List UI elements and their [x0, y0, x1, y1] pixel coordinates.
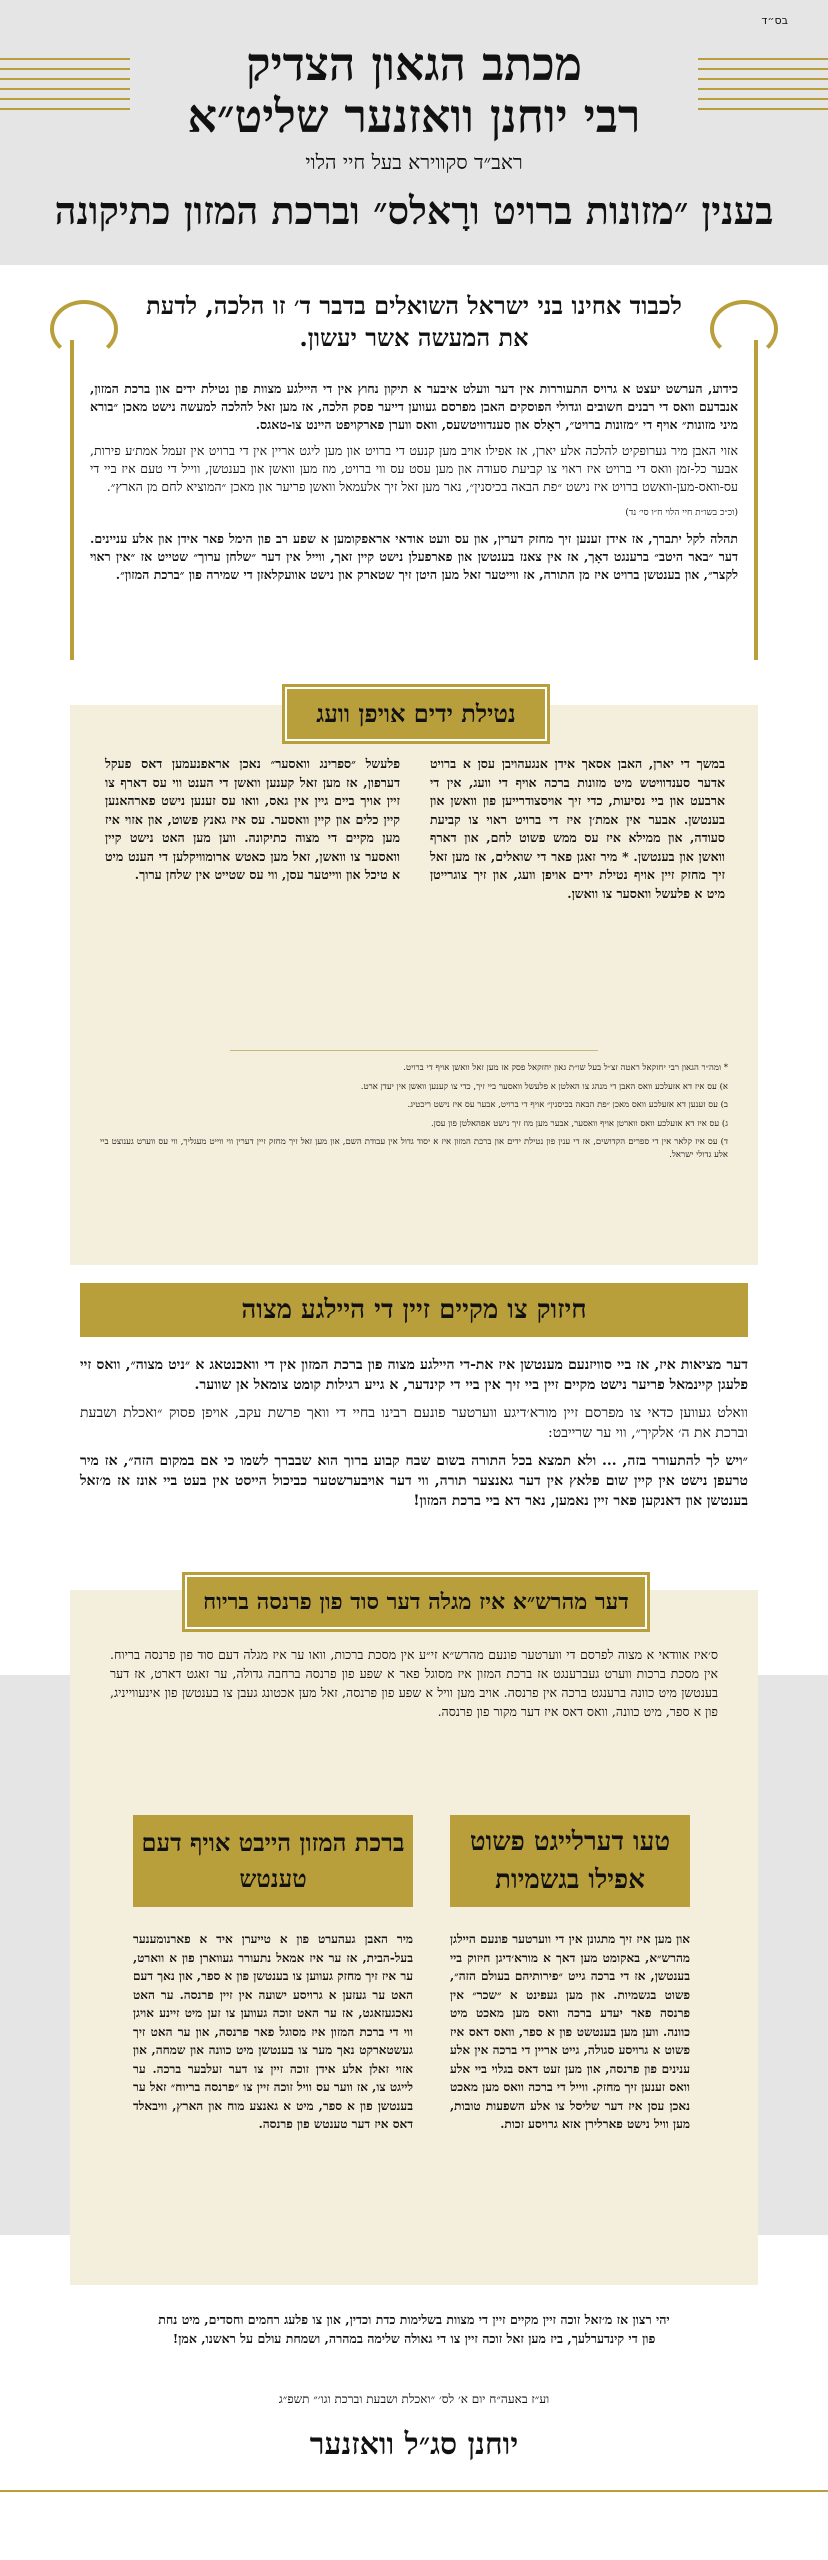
- left-column-banner: ברכת המזון הייבט אויף דעם טענטש: [133, 1815, 413, 1907]
- footnote-3: ב) עס זענען דא אזעלכע וואס מאכן ״פת הבאה בכיסנין״ אויף די ברויט, אבער עס איז נישט ריכטיג.: [407, 1100, 728, 1110]
- section3-col-right: און מען איז זיך מתגונן אין די ווערטער פונעם היילגן מהרש״א, באקומט מען דאך א מורא׳דיגן חיזוק ביי בענטשן, אז די ברכה גייט ״פירותיהם בעולם הזה״, פשוט בגשמיות. און מען געפינט א ״שכר״ אין פרנסה פאר יעדע ברכה וואס מען מאכט מיט כוונה. ווען מען בענטשט פון א ספר, וואס דאס איז פשוט א גרויסע סגולה, גייט אריין די ברכה אין אלע ענינים פון פרנסה, און מען זעט דאס בגלוי ביי אלע וואס זענען זיך מחזק. ווייל די ברכה וואס מען מאכט נאכן עסן איז דער שליסל צו אלע השפעות טובות, מען וויל נישט פארלירן אזא גרויסע זכות.: [450, 1932, 690, 2131]
- intro-title: לכבוד אחינו בני ישראל השואלים בדבר ד׳ זו הלכה, לדעת את המעשה אשר יעשון.: [146, 291, 682, 352]
- section3-banner: דער מהרש״א איז מגלה דער סוד פון פרנסה בריוח: [185, 1575, 647, 1629]
- bottom-rule: [0, 2490, 828, 2492]
- footnote-2: א) עס איז דא אזעלכע וואס האבן די מנהג צו האלטן א פלעשל וואסער ביי זיך, כדי צו קענען וואשן אין יעדן ארט.: [360, 1081, 728, 1092]
- footnote-4: ג) עס איז דא אזעלכע וואס ווארטן אויף וואסער, אבער מען מוז זיך נישט אפהאלטן פון עסן.: [430, 1118, 728, 1129]
- page-title: [0, 38, 828, 142]
- section1-footnotes: [100, 1062, 728, 1161]
- section2-body: [80, 1355, 748, 1519]
- bsd-mark: בס״ד: [761, 14, 788, 27]
- section1-col-right: במשך די יארן, האבן אסאך אידן אנגעהויבן עסן א ברויט אדער סענדוויטש מיט מזונות ברכה אויף די וועג, אין די ארבעט און ביי נסיעות, כדי זיך אויסצודרייען פון וואשן און בענטשן. אבער אין אמת׳ן איז די ברויט ראוי צו קביעת סעודה, און ממילא איז עס ממש פשוט לחם, און דארף וואשן און בענטשן. * מיר זאגן פאר די שואלים, אז מען זאל זיך מחזק זיין אויף נטילת ידים אויפן וועג, און זיך צוגרייטן מיט א פלעשל וואסער צו וואשן.: [430, 756, 725, 901]
- section1-banner: נטילת ידים אויפן וועג: [285, 687, 547, 741]
- footnote-1: * ומה״ר הגאון רבי יחזקאל ראטה זצ״ל בעל שו״ת גאון יחזקאל פסק אז מען זאל וואשן אויף די ברויט.: [403, 1063, 728, 1073]
- section3-intro: ס׳איז אוודאי א מצוה לפרסם די ווערטער פונעם מהרש״א זי״ע אין מסכת ברכות, וואו ער איז מגלה דעם סוד פון פרנסה בריוח. אין מסכת ברכות ווערט געברענגט אז ברכת המזון איז מסוגל פאר א שפע פון פרנסה ברחבה גדולה, ער זאגט דארט, אז דער בענטשן מיט כוונה ברענגט ברכה אין פרנסה. אויב מען וויל א שפע פון פרנסה, זאל מען אכטונג געבן צו בענטשן פון אינעווייניג, פון א ספר, מיט כוונה, וואס דאס איז דער מקור פון פרנסה.: [110, 1647, 718, 1719]
- closing-date: וע״ז באעה״ח יום א׳ לס׳ ״ואכלת ושבעת וברכת וגו׳״ תשפ״ג: [278, 2392, 550, 2406]
- intro-section: [60, 270, 768, 660]
- intro-paragraph-1: כידוע, הערשט יעצט א גרויס התעוררות אין דער וועלט איבער א תיקון נחוץ אין די היילגע מצוות פון נטילת ידים און ברכת המזון, אנבדעם וואס די רבנים חשובים וגדולי הפוסקים האבן מפרסם געווען דייער פסק הלכה, אז מען זאל להלכה למעשה נישט מאכן ״בורא מיני מזונות״ אויף די ״מזונות ברויט״, ראָלס און סענדוויטשעס, וואס ווערן פארקויפט היינט צו-טאגס.: [90, 381, 738, 432]
- signature: יוחנן סג״ל וואזנער: [309, 2427, 519, 2462]
- intro-note: (וכ״כ בשו״ת חיי הלוי ח״ו סי׳ נד): [625, 508, 738, 518]
- section3-col-left: מיר האבן געהערט פון א טייערן איד א פארנומענער בעל-הבית, אז ער איז אמאל נתעורר געווארן פון א ווארט, ער איז זיך מחזק געווען צו בענטשן פון א ספר, און נאך דעם האט ער געזען א גרויסע ישועה אין זיין פרנסה. ער האט נאכגעזאגט, אז ער האט זוכה געווען צו זען מיט זיינע אויגן ווי די ברכת המזון איז מסוגל פאר פרנסה, און ער האט זיך געשטארקט נאך מער צו בענטשן מיט כוונה און שמחה, און אזוי זאלן אלע אידן זוכה זיין צו דער זעלבער ברכה. ער לייגט צו, אז ווער עס וויל זוכה זיין צו ״פרנסה בריוח״ זאל ער בענטשן פון א ספר, מיט א גאנצע מוח און הארץ, וויבאלד דאס איז דער טענטש פון פרנסה.: [133, 1932, 413, 2131]
- intro-paragraph-3: תהלה לקל יתברך, אז אידן זענען זיך מחזק דערין, און עס וועט אודאי אראפקומען א שפע רב פון הימל פאר אידן און אלע עניינים. דער ״באר היטב״ ברענגט דאָך, אז אין צאנז בענטשן און פארפעלן נישט קיין זאך, ווייל אין דער ״שלחן ערוך״ שטייט אז ״אין ראוי לקצר״, און בענטשן ברויט איז מן התורה, אז ווייטער זאל מען היטן זיך שטארק און נישט אוועקלאזן די שמירה פון ״ברכת המזון״.: [90, 531, 738, 582]
- footnote-5: ד) עס איז קלאר אין די ספרים הקדושים, אז די ענין פון נטילת ידים און ברכת המזון איז א יסוד גדול אין עבודת השם, און מען זאל זיך מחזק זיין דערין ווי ווייט מעגליך, ווי עס ווערט גענוצט ביי אלע גדולי ישראל.: [100, 1137, 728, 1160]
- section2-paragraph-2: וואלט געווען כדאי צו מפרסם זיין מורא׳דיגע ווערטער פונעם רבינו בחיי די וואך פרשת עקב, אויפן פסוק ״ואכלת ושבעת וברכת את ה׳ אלקיך״, ווי ער שרייבט:: [80, 1405, 748, 1441]
- footnote-divider: [230, 1050, 598, 1051]
- section2-paragraph-1: דער מציאות איז, אז ביי סוויזנעם מענטשן איז את-די היילגע מצוה פון ברכת המזון אין די וואכנטאג א ״ניט מצוה״, וואס זיי פלעגן קיינמאל פריער נישט מקיים זיין ביי זיך אין ביי די קינדער, א גייע רגילות קומט צומאל אן שווער.: [80, 1357, 748, 1393]
- section2-banner: חיזוק צו מקיים זיין די היילגע מצוה: [80, 1283, 748, 1337]
- section1-col-left: פלעשל ״ספרינג וואסער״ נאכן אראפנעמען דאס פעקל דערפון, אז מען זאל קענען וואשן די הענט ווי עס דארף צו זיין אויך ביים גיין אין גאס, וואו עס זענען נישט פארהאנען קיין כלים און קיין וואסער. עס איז גאנץ פשוט, און אזוי איז מען מקיים די מצוה כתיקונה. ווען מען האט נישט קיין וואסער צו וואשן, זאל מען כאטש ארומוויקלען די הענט מיט א טיכל און ווייטער עסן, ווי עס שטייט אין שלחן ערוך.: [105, 756, 400, 882]
- title-line-1: מכתב הגאון הצדיק: [245, 37, 583, 91]
- topic-heading: בענין ״מזונות ברויט ורָאלס״ וברכת המזון כתיקונה: [54, 188, 774, 233]
- intro-body: [90, 380, 738, 592]
- title-line-2: רבי יוחנן וואזנער שליט״א: [187, 89, 641, 143]
- closing-text: יהי רצון אז מ׳זאל זוכה זיין מקיים זיין די מצוות בשלימות כדת וכדין, און צו פלעג רחמים וחסדים, מיט נחת פון די קינדערלעך, ביז מען זאל זוכה זיין צו די גאולה שלימה במהרה, ושמחת עולם על ראשנו, אמן!: [158, 2312, 670, 2346]
- right-column-banner: טעו דערלייגט פשוט אפילו בגשמיות: [450, 1815, 690, 1907]
- section2-quote: ״ויש לך להתעורר בזה, ... ולא תמצא בכל התורה בשום שבח קבוע ברוך הוא שבברך לשמו כי אם במקום הזה״, אז מיר טרעפן נישט אין קיין שום פלאץ אין דער גאנצער תורה, ווי דער אויבערשטער כביכול הייסט אין בעט ביי אונז אז מ׳זאל בענטשן און דאנקען פאר זיין נאמען, נאר דא ביי ברכת המזון!: [80, 1453, 748, 1509]
- subtitle: ראב״ד סקווירא בעל חיי הלוי: [305, 150, 523, 174]
- intro-paragraph-2: אזוי האבן מיר גערופקיט להלכה אלע יארן, אז אפילו אויב מען קנעט די ברויט און מען ליגט אריין אין די ברויט אין זעמל אמת׳ע פירות, אבער כל-זמן וואס די ברויט איז ראוי צו קביעת סעודה און מען עסט עס ווי ברויט, מוז מען וואשן און בענטשן, ווייל די טעם איז ביי די עס-וואס-מען-וואשט ברויט איז נישט ״פת הבאה בכיסנין״, נאר מען זאל זיך אלעמאל וואשן פריער און מאכן ״המוציא לחם מן הארץ״.: [90, 443, 738, 494]
